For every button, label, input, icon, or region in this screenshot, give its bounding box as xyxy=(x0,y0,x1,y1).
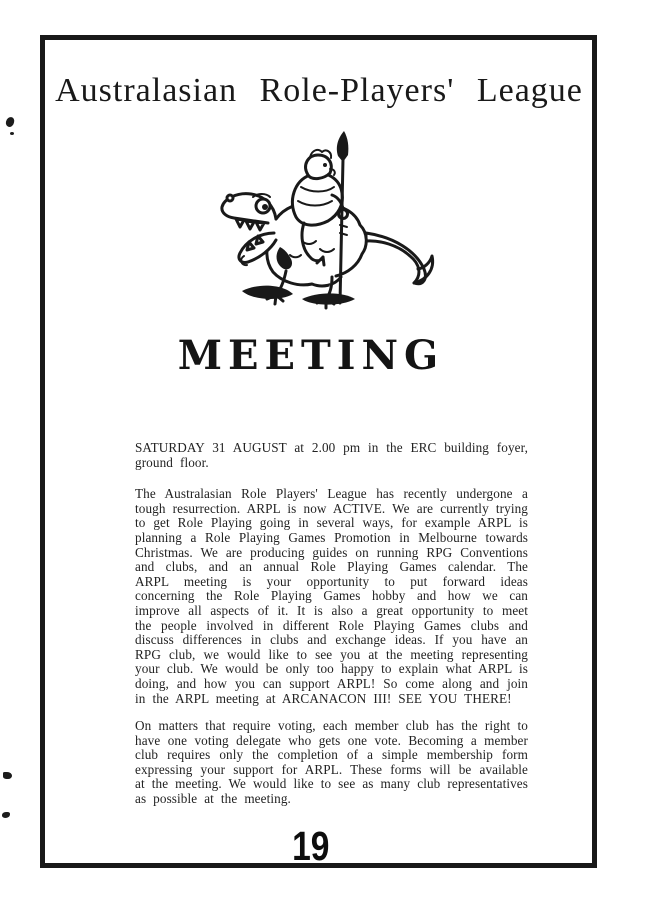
meeting-heading: MEETING xyxy=(177,332,445,379)
article-text xyxy=(135,441,528,807)
ink-smudge xyxy=(3,772,12,779)
meeting-time-paragraph: SATURDAY 31 AUGUST at 2.00 pm in the ERC building foyer, ground floor. xyxy=(135,440,528,470)
page-number xyxy=(41,823,581,869)
dragon-rider-with-spear-icon xyxy=(180,128,460,320)
page-number-value: 19 xyxy=(292,823,330,869)
voting-rules-paragraph: On matters that require voting, each member club has the right to have one voting delegate who gets one vote. Becoming a member club requires only the completion of a simple membership form expressing your support for ARPL. These forms will be available at the meeting. We would like to see as many club representatives as possible at the meeting. xyxy=(135,718,528,807)
ink-smudge xyxy=(10,132,14,135)
page-title: Australasian Role-Players' League xyxy=(55,72,583,109)
dragon-rider-illustration xyxy=(180,128,460,320)
ink-smudge xyxy=(2,812,10,818)
ink-smudge xyxy=(5,116,15,127)
arpl-description-paragraph: The Australasian Role Players' League has recently undergone a tough resurrection. ARPL is now ACTIVE. We are currently trying to get Role Playing going in several ways, for example ARPL is planning a Role Playing Games Promotion in Melbourne towards Christmas. We are producing guides on running RPG Conventions and clubs, and an annual Role Playing Games calendar. The ARPL meeting is your opportunity to put forward ideas concerning the Role Playing Games hobby and how we can improve all aspects of it. It is also a great opportunity to meet the people involved in different Role Playing Games clubs and discuss differences in clubs and exchange ideas. If you have an RPG club, we would like to see you at the meeting representing your club. We would be only too happy to explain what ARPL is doing, and how you can support ARPL! So come along and join in the ARPL meeting at ARCANACON III! SEE YOU THERE! xyxy=(135,486,528,706)
